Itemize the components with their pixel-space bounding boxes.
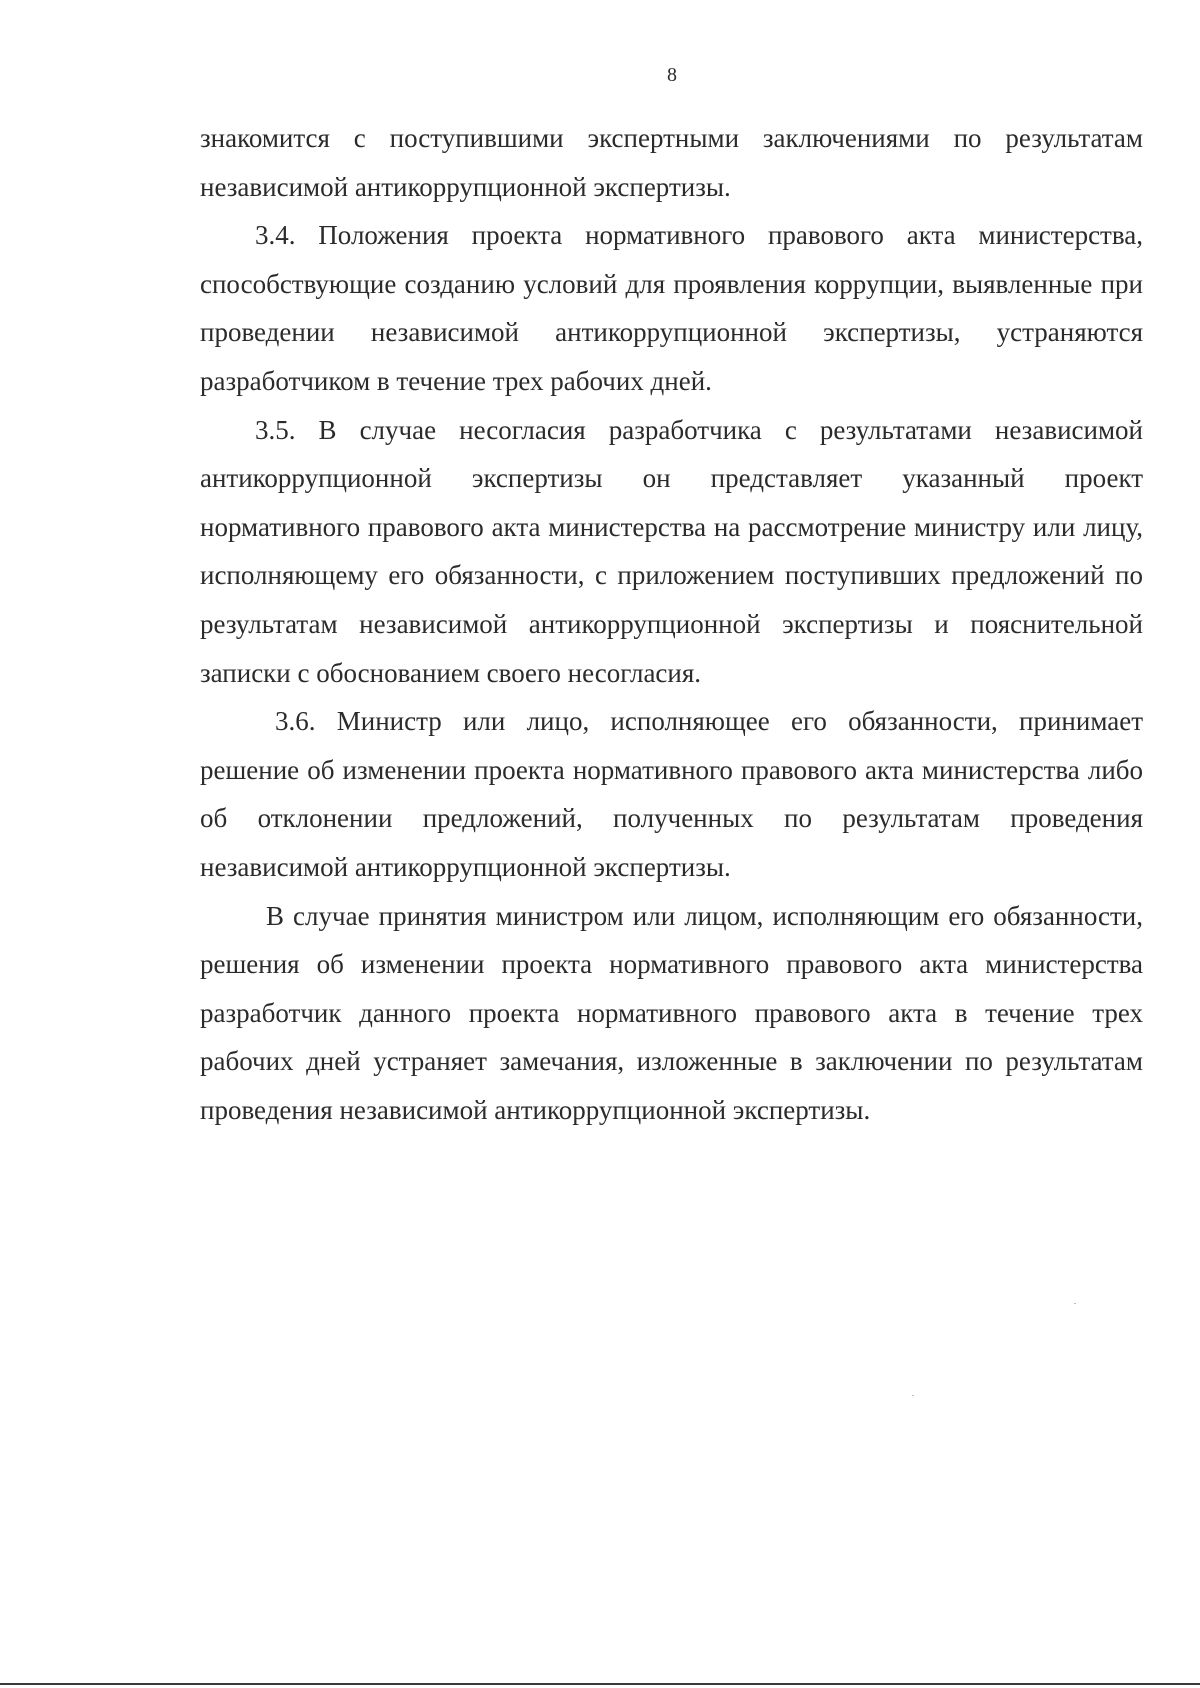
paragraph-3-6: 3.6. Министр или лицо, исполняющее его обязанности, принимает решение об изменении проекта нормативного правового акта министерства либо об отклонении предложений, полученных по результатам проведения независимой антикоррупционной экспертизы. bbox=[200, 706, 1143, 882]
page-number: 8 bbox=[667, 64, 677, 86]
paragraph-3-5: 3.5. В случае несогласия разработчика с результатами независимой антикоррупционной экспертизы он представляет указанный проект нормативного правового акта министерства на рассмотрение министру или лицу, исполняющему его обязанности, с приложением поступивших предложений по результатам независимой антикоррупционной экспертизы и пояснительной записки с обоснованием своего несогласия. bbox=[200, 414, 1143, 688]
document-body bbox=[200, 114, 1143, 1134]
paragraph-3-4: 3.4. Положения проекта нормативного правового акта министерства, способствующие созданию условий для проявления коррупции, выявленные при проведении независимой антикоррупционной экспертизы, устраняются разработчиком в течение трех рабочих дней. bbox=[200, 220, 1143, 396]
scan-speck bbox=[1074, 1303, 1076, 1304]
scan-edge-line bbox=[0, 1683, 1200, 1685]
paragraph-decision-changes: В случае принятия министром или лицом, исполняющим его обязанности, решения об изменении проекта нормативного правового акта министерства разработчик данного проекта нормативного правового акта в течение трех рабочих дней устраняет замечания, изложенные в заключении по результатам проведения независимой антикоррупционной экспертизы. bbox=[200, 900, 1143, 1125]
paragraph-continuation: знакомится с поступившими экспертными заключениями по результатам независимой антикоррупционной экспертизы. bbox=[200, 123, 1143, 202]
scan-speck bbox=[912, 1395, 914, 1396]
